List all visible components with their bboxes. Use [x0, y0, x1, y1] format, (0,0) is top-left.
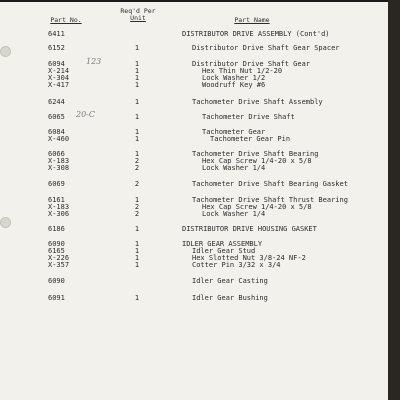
part-name: Lock Washer 1/4: [202, 164, 266, 172]
part-number: 6186: [48, 225, 65, 233]
header-part-name: Part Name: [234, 16, 270, 24]
part-number: X-417: [48, 81, 70, 89]
header-reqd-per-unit: [110, 8, 166, 22]
punch-hole: [0, 217, 11, 228]
quantity: 1: [134, 44, 140, 52]
part-number: X-214: [48, 67, 70, 75]
page-edge-background: [388, 0, 400, 400]
part-name: Tachometer Gear Pin: [210, 135, 291, 143]
part-name: Tachometer Drive Shaft Thrust Bearing: [192, 196, 348, 204]
punch-hole: [0, 46, 11, 57]
part-number: X-460: [48, 135, 70, 143]
quantity: 1: [134, 128, 140, 136]
part-name: DISTRIBUTOR DRIVE ASSEMBLY (Cont'd): [182, 30, 330, 38]
part-number: 6091: [48, 294, 65, 302]
part-number: 6065: [48, 113, 65, 121]
part-number: 6090: [48, 277, 65, 285]
part-name: Cotter Pin 3/32 x 3/4: [192, 261, 281, 269]
part-name: DISTRIBUTOR DRIVE HOUSING GASKET: [182, 225, 317, 233]
quantity: 1: [134, 98, 140, 106]
part-name: Tachometer Gear: [202, 128, 266, 136]
header-part-no: Part No.: [50, 16, 82, 24]
part-name: Tachometer Drive Shaft Bearing: [192, 150, 319, 158]
part-name: IDLER GEAR ASSEMBLY: [182, 240, 263, 248]
part-number: X-306: [48, 210, 70, 218]
quantity: 1: [134, 60, 140, 68]
quantity: 1: [134, 135, 140, 143]
quantity: 1: [134, 294, 140, 302]
quantity: 1: [134, 254, 140, 262]
part-number: 6152: [48, 44, 65, 52]
part-number: X-308: [48, 164, 70, 172]
part-number: 6094: [48, 60, 65, 68]
part-number: X-226: [48, 254, 70, 262]
part-number: X-183: [48, 157, 70, 165]
part-number: 6069: [48, 180, 65, 188]
part-number: 6090: [48, 240, 65, 248]
part-number: 6411: [48, 30, 65, 38]
part-name: Distributor Drive Shaft Gear Spacer: [192, 44, 340, 52]
part-number: X-357: [48, 261, 70, 269]
part-name: Distributor Drive Shaft Gear: [192, 60, 311, 68]
part-number: 6161: [48, 196, 65, 204]
part-name: Lock Washer 1/2: [202, 74, 266, 82]
top-edge-shadow: [0, 0, 388, 2]
part-name: Idler Gear Bushing: [192, 294, 268, 302]
part-name: Hex Cap Screw 1/4-20 x 5/8: [202, 157, 312, 165]
part-number: 6165: [48, 247, 65, 255]
part-name: Hex Cap Screw 1/4-20 x 5/8: [202, 203, 312, 211]
quantity: 2: [134, 180, 140, 188]
header-reqd-line1: Req'd Per: [120, 7, 156, 15]
quantity: 2: [134, 157, 140, 165]
header-reqd-line2: Unit: [130, 14, 146, 22]
quantity: 2: [134, 164, 140, 172]
part-name: Idler Gear Casting: [192, 277, 268, 285]
part-number: X-304: [48, 74, 70, 82]
quantity: 1: [134, 113, 140, 121]
part-name: Tachometer Drive Shaft: [202, 113, 295, 121]
quantity: 2: [134, 210, 140, 218]
part-number: 6244: [48, 98, 65, 106]
part-number: X-183: [48, 203, 70, 211]
quantity: 1: [134, 240, 140, 248]
part-number: 6066: [48, 150, 65, 158]
part-name: Tachometer Drive Shaft Assembly: [192, 98, 323, 106]
part-name: Lock Washer 1/4: [202, 210, 266, 218]
quantity: 1: [134, 81, 140, 89]
part-name: Idler Gear Stud: [192, 247, 256, 255]
quantity: 1: [134, 247, 140, 255]
handwritten-note: 123: [86, 57, 102, 66]
part-name: Hex Slotted Nut 3/8-24 NF-2: [192, 254, 306, 262]
quantity: 1: [134, 196, 140, 204]
quantity: 1: [134, 67, 140, 75]
part-name: Tachometer Drive Shaft Bearing Gasket: [192, 180, 348, 188]
quantity: 1: [134, 150, 140, 158]
quantity: 1: [134, 261, 140, 269]
handwritten-note: 20-C: [76, 110, 96, 119]
part-number: 6084: [48, 128, 65, 136]
part-name: Woodruff Key #6: [202, 81, 266, 89]
quantity: 1: [134, 225, 140, 233]
part-name: Hex Thin Nut 1/2-20: [202, 67, 283, 75]
quantity: 1: [134, 74, 140, 82]
quantity: 2: [134, 203, 140, 211]
